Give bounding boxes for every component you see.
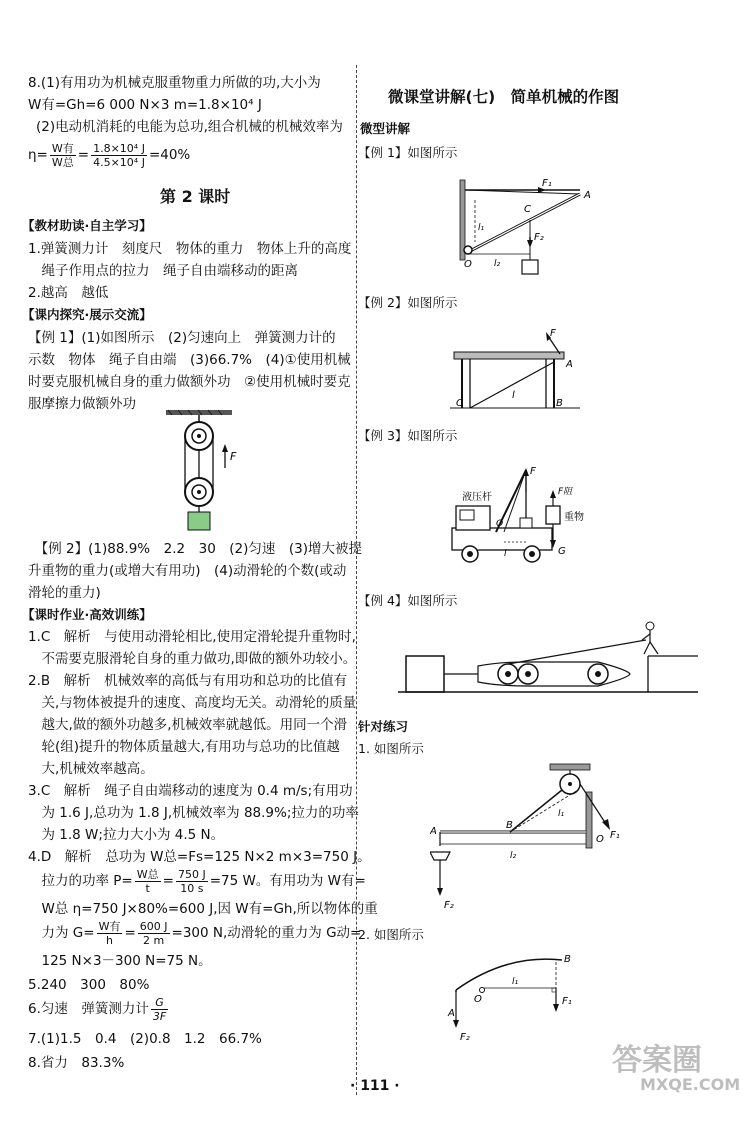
homework-line: 125 N×3－300 N=75 N。 (28, 953, 212, 969)
homework-line: 力为 G= $\frac{\text{W有}}{h}$ = $\frac{600 J}{2 m}$ =300 N,动滑轮的重力为 G动= (28, 919, 362, 947)
svg-text:A: A (448, 1008, 455, 1019)
force-label: F (230, 450, 237, 463)
example-line: 示数 物体 绳子自由端 (3)66.7% (4)①使用机械 (28, 352, 351, 368)
homework-line: 为 1.6 J,总功为 1.8 J,机械效率为 88.9%;拉力的功率 (28, 805, 359, 821)
diagram-example-1 (450, 172, 650, 292)
svg-text:l₁: l₁ (478, 223, 485, 233)
example-caption: 【例 1】如图所示 (358, 145, 458, 160)
svg-text:l₂: l₂ (510, 851, 517, 861)
homework-line: 3.C 解析 绳子自由端移动的速度为 0.4 m/s;有用功 (28, 783, 353, 799)
answer-line: 2.越高 越低 (28, 285, 109, 301)
fraction: $\frac{\text{W有}}{\text{W总}}$ (51, 141, 74, 169)
watermark-url: MXQE.COM (640, 1075, 741, 1094)
homework-line: 5.240 300 80% (28, 977, 150, 993)
pulley-diagram (158, 408, 248, 534)
diagram-practice-2 (446, 948, 606, 1048)
example-caption: 【例 2】如图所示 (358, 295, 458, 310)
svg-text:O: O (474, 994, 482, 1005)
svg-text:A: A (566, 359, 573, 370)
diagram-example-2 (450, 322, 650, 414)
svg-text:C: C (524, 204, 531, 215)
example-line: 滑轮的重力) (28, 585, 101, 601)
svg-text:l₁: l₁ (558, 809, 565, 819)
homework-line: 越大,做的额外功越多,机械效率就越低。用同一个滑 (28, 717, 348, 733)
svg-text:F₁: F₁ (562, 996, 572, 1007)
answer-line: 绳子作用点的拉力 绳子自由端移动的距离 (28, 263, 298, 279)
homework-line: 1.C 解析 与使用动滑轮相比,使用定滑轮提升重物时, (28, 629, 356, 645)
svg-text:F: F (550, 328, 556, 339)
homework-line: 轮(组)提升的物体质量越大,有用功与总功的比值越 (28, 739, 340, 755)
homework-line: 2.B 解析 机械效率的高低与有用功和总功的比值有 (28, 673, 348, 689)
diagram-example-3 (446, 458, 656, 578)
svg-text:B: B (564, 954, 571, 965)
q8-part1: 8.(1)有用功为机械克服重物重力所做的功,大小为 (28, 75, 321, 91)
example-caption: 【例 4】如图所示 (358, 593, 458, 608)
practice-caption: 2. 如图所示 (358, 927, 424, 942)
practice-caption: 1. 如图所示 (358, 741, 424, 756)
example-line: 升重物的重力(或增大有用功) (4)动滑轮的个数(或动 (28, 563, 347, 579)
answer-line: 1.弹簧测力计 刻度尺 物体的重力 物体上升的高度 (28, 241, 352, 257)
lesson-title: 第 2 课时 (160, 187, 231, 206)
svg-text:l₁: l₁ (512, 977, 519, 987)
svg-text:l: l (512, 390, 515, 401)
section-title: 微课堂讲解(七) 简单机械的作图 (388, 88, 620, 106)
homework-line: 不需要克服滑轮自身的重力做功,即做的额外功较小。 (28, 651, 357, 667)
q8-useful-work: W有=Gh=6 000 N×3 m=1.8×10⁴ J (28, 97, 262, 113)
svg-text:B: B (506, 820, 513, 831)
diagram-practice-1 (430, 762, 650, 912)
svg-text:F₂: F₂ (444, 900, 454, 911)
eta-symbol: η= (28, 147, 48, 163)
svg-text:F₂: F₂ (534, 232, 544, 243)
homework-line: 6.匀速 弹簧测力计 $\frac{G}{3F}$ (28, 995, 167, 1023)
homework-line: 8.省力 83.3% (28, 1055, 125, 1071)
svg-text:F阻: F阻 (558, 487, 573, 497)
svg-text:F₁: F₁ (610, 830, 620, 841)
svg-text:F₁: F₁ (542, 178, 552, 189)
homework-line: 7.(1)1.5 0.4 (2)0.8 1.2 66.7% (28, 1031, 262, 1047)
homework-line: 为 1.8 W;拉力大小为 4.5 N。 (28, 827, 225, 843)
homework-line: 大,机械效率越高。 (28, 761, 154, 777)
section-heading-homework: 【课时作业·高效训练】 (22, 607, 152, 622)
homework-line: 4.D 解析 总功为 W总=Fs=125 N×2 m×3=750 J。 (28, 849, 371, 865)
svg-text:A: A (430, 826, 437, 837)
watermark-logo: 答案圈 (612, 1043, 702, 1078)
homework-line: 拉力的功率 P= $\frac{\text{W总}}{t}$ = $\frac{750 J}{10 s}$ =75 W。有用功为 W有= (28, 867, 366, 895)
svg-text:l: l (504, 549, 507, 559)
section-heading-reading: 【教材助读·自主学习】 (22, 218, 152, 233)
example-caption: 【例 3】如图所示 (358, 428, 458, 443)
example-line: 服摩擦力做额外功 (28, 396, 136, 412)
svg-text:O: O (464, 259, 472, 270)
column-divider (356, 65, 357, 1095)
svg-text:O: O (496, 519, 504, 529)
svg-text:O: O (596, 834, 604, 845)
svg-text:重物: 重物 (564, 512, 584, 523)
svg-text:C: C (456, 398, 463, 409)
fraction: $\frac{\text{1.8×10⁴ J}}{\text{4.5×10⁴ J}}$ (93, 141, 145, 169)
svg-text:B: B (556, 398, 563, 409)
page-number: · 111 · (350, 1078, 400, 1094)
subsection-heading: 针对练习 (358, 719, 409, 734)
example-line: 【例 1】(1)如图所示 (2)匀速向上 弹簧测力计的 (28, 330, 336, 346)
svg-text:G: G (558, 546, 566, 557)
homework-line: W总 η=750 J×80%=600 J,因 W有=Gh,所以物体的重 (28, 901, 378, 917)
homework-line: 关,与物体被提升的速度、高度均无关。动滑轮的质量 (28, 695, 357, 711)
section-heading-explore: 【课内探究·展示交流】 (22, 307, 152, 322)
subsection-heading: 微型讲解 (360, 121, 411, 136)
svg-text:液压杆: 液压杆 (462, 492, 492, 503)
q8-efficiency-formula: η= $\frac{\text{W有}}{\text{W总}}$ = $\frac{\text{1.8×10⁴ J}}{\text{4.5×10⁴ J}}$ =40% (28, 141, 191, 169)
svg-text:F: F (530, 466, 536, 477)
svg-text:A: A (584, 190, 591, 201)
svg-text:F₂: F₂ (460, 1032, 470, 1043)
svg-text:l₂: l₂ (494, 259, 501, 269)
example-line: 时要克服机械自身的重力做额外功 ②使用机械时要克 (28, 374, 351, 390)
q8-part2: (2)电动机消耗的电能为总功,组合机械的机械效率为 (36, 119, 343, 135)
example-line: 【例 2】(1)88.9% 2.2 30 (2)匀速 (3)增大被提 (28, 541, 363, 557)
diagram-example-4 (398, 618, 728, 702)
